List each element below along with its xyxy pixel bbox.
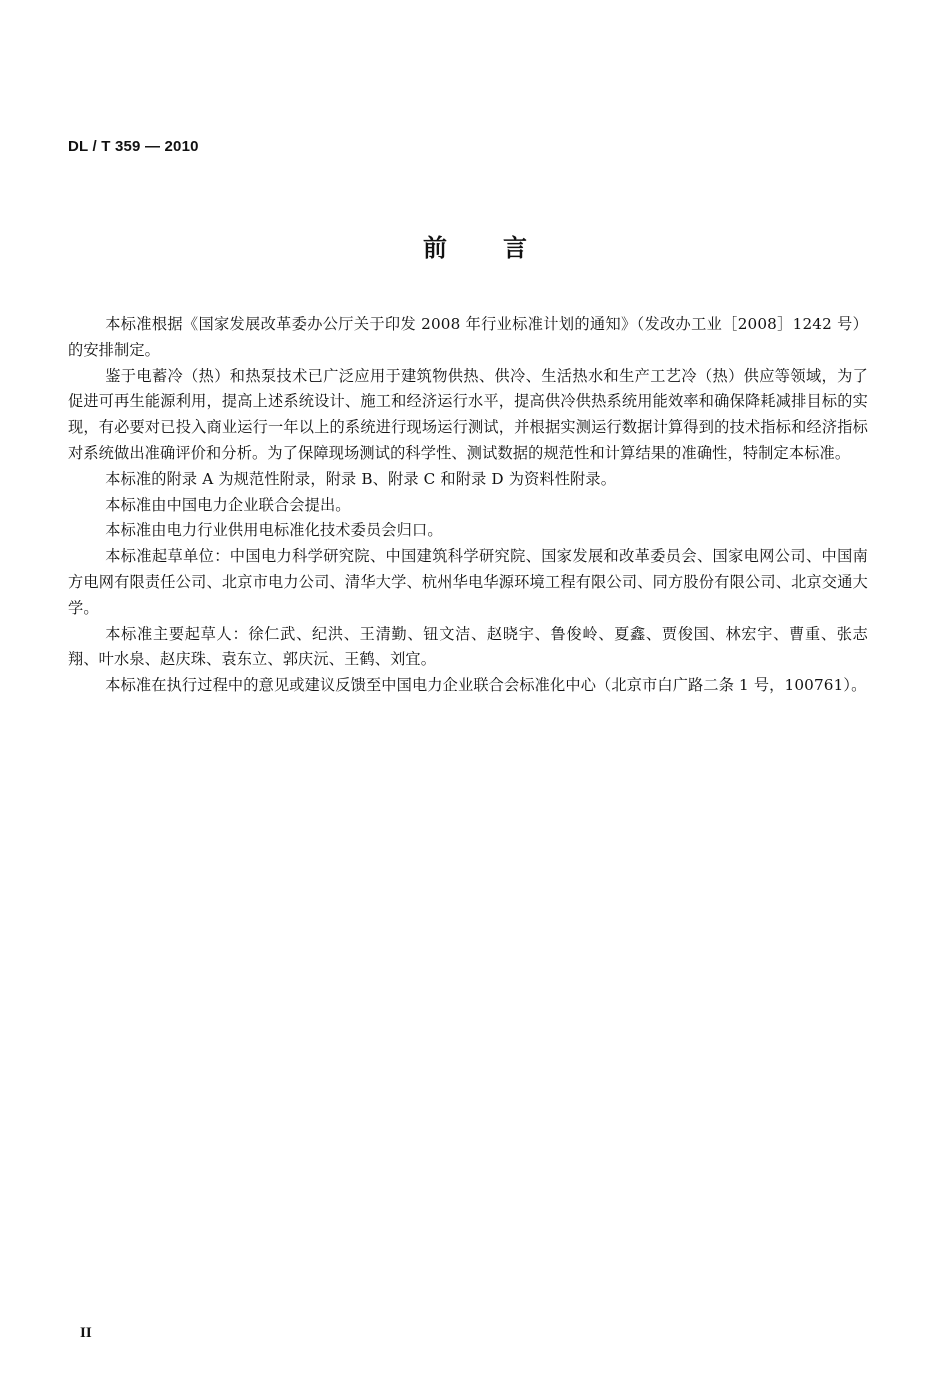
foreword-body — [68, 312, 868, 699]
paragraph-feedback: 本标准在执行过程中的意见或建议反馈至中国电力企业联合会标准化中心（北京市白广路二条 1 号，100761）。 — [105, 676, 867, 695]
page-title — [0, 228, 950, 263]
paragraph-basis: 本标准根据《国家发展改革委办公厅关于印发 2008 年行业标准计划的通知》（发改办工业［2008］1242 号）的安排制定。 — [68, 315, 868, 359]
paragraph-drafting-units: 本标准起草单位：中国电力科学研究院、中国建筑科学研究院、国家发展和改革委员会、国家电网公司、中国南方电网有限责任公司、北京市电力公司、清华大学、杭州华电华源环境工程有限公司、同方股份有限公司、北京交通大学。 — [68, 547, 868, 617]
page-title-char-1: 前 — [423, 234, 447, 262]
paragraph-drafters: 本标准主要起草人：徐仁武、纪洪、王清勤、钮文洁、赵晓宇、鲁俊岭、夏鑫、贾俊国、林宏宇、曹重、张志翔、叶水泉、赵庆珠、袁东立、郭庆沅、王鹤、刘宜。 — [68, 624, 868, 669]
paragraph-committee: 本标准由电力行业供用电标准化技术委员会归口。 — [105, 521, 443, 540]
paragraph-proposer: 本标准由中国电力企业联合会提出。 — [105, 495, 351, 514]
standard-code: DL / T 359 — 2010 — [68, 138, 199, 155]
page-number: II — [80, 1325, 92, 1341]
paragraph-appendices: 本标准的附录 A 为规范性附录，附录 B、附录 C 和附录 D 为资料性附录。 — [105, 469, 617, 488]
page-title-char-2: 言 — [503, 234, 527, 262]
paragraph-background: 鉴于电蓄冷（热）和热泵技术已广泛应用于建筑物供热、供冷、生活热水和生产工艺冷（热）供应等领域，为了促进可再生能源利用，提高上述系统设计、施工和经济运行水平，提高供冷供热系统用能效率和确保降耗减排目标的实现，有必要对已投入商业运行一年以上的系统进行现场运行测试，并根据实测运行数据计算得到的技术指标和经济指标对系统做出准确评价和分析。为了保障现场测试的科学性、测试数据的规范性和计算结果的准确性，特制定本标准。 — [68, 366, 868, 462]
